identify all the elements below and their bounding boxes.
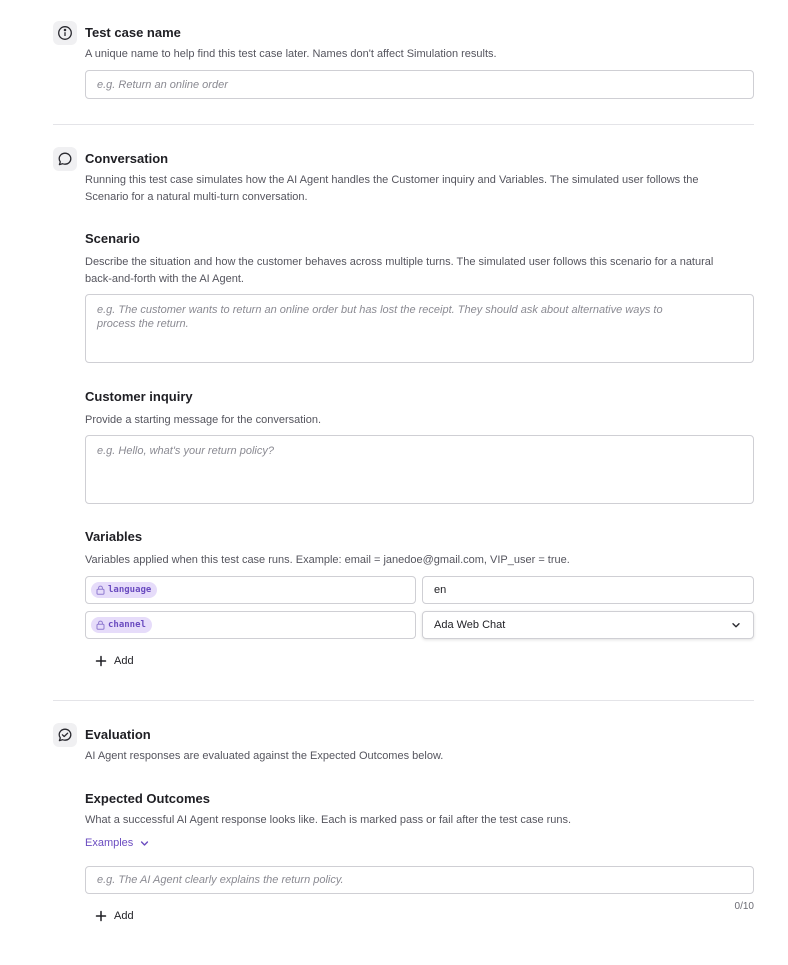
test-case-name-title: Test case name	[85, 25, 181, 40]
plus-icon	[95, 655, 107, 667]
test-case-name-description: A unique name to help find this test case later. Names don't affect Simulation results.	[85, 48, 497, 60]
customer-inquiry-description: Provide a starting message for the conversation.	[85, 414, 322, 426]
expected-outcomes-description: What a successful AI Agent response looks like. Each is marked pass or fail after the test case runs.	[85, 814, 572, 826]
evaluation-description: AI Agent responses are evaluated against the Expected Outcomes below.	[85, 750, 444, 762]
section-divider	[53, 700, 754, 701]
chevron-down-icon	[139, 838, 150, 849]
add-variable-button[interactable]: Add	[95, 652, 134, 670]
variables-description: Variables applied when this test case runs. Example: email = janedoe@gmail.com, VIP_user = true.	[85, 554, 570, 566]
variables-title: Variables	[85, 529, 143, 544]
outcomes-counter: 0/10	[734, 901, 754, 912]
add-expected-outcome-button[interactable]: Add	[95, 907, 134, 925]
variable-value-select-channel[interactable]: Ada Web Chat	[422, 611, 754, 639]
expected-outcome-placeholder: e.g. The AI Agent clearly explains the return policy.	[97, 874, 344, 886]
customer-inquiry-placeholder: e.g. Hello, what's your return policy?	[97, 445, 274, 457]
info-icon	[53, 21, 77, 45]
customer-inquiry-textarea[interactable]	[85, 435, 754, 504]
conversation-title: Conversation	[85, 151, 169, 166]
conversation-description: Running this test case simulates how the AI Agent handles the Customer inquiry and Variables. The simulated user follows the Scenario for a natural multi-turn conversation.	[85, 174, 699, 203]
variable-key-field	[85, 611, 416, 639]
section-divider	[53, 124, 754, 125]
test-case-name-placeholder: e.g. Return an online order	[97, 78, 228, 91]
scenario-placeholder: e.g. The customer wants to return an online order but has lost the receipt. They should ask about alternative ways to process the return.	[97, 304, 663, 330]
evaluation-title: Evaluation	[85, 727, 151, 742]
chat-bubble-icon	[53, 147, 77, 171]
variable-key-field	[85, 576, 416, 604]
plus-icon	[95, 910, 107, 922]
expected-outcomes-title: Expected Outcomes	[85, 791, 210, 806]
variable-value-input-language[interactable]: en	[422, 576, 754, 604]
expected-outcome-input[interactable]	[85, 866, 754, 894]
variable-chip-language: language	[91, 582, 157, 598]
check-circle-icon	[53, 723, 77, 747]
scenario-description: Describe the situation and how the customer behaves across multiple turns. The simulated user follows this scenario for a natural back-and-forth with the AI Agent.	[85, 256, 714, 285]
scenario-title: Scenario	[85, 231, 140, 246]
scenario-textarea[interactable]	[85, 294, 754, 363]
lock-icon	[96, 620, 105, 630]
chevron-down-icon	[730, 619, 742, 631]
lock-icon	[96, 585, 105, 595]
test-case-name-input[interactable]	[85, 70, 754, 99]
examples-toggle[interactable]: Examples	[85, 837, 150, 849]
customer-inquiry-title: Customer inquiry	[85, 389, 193, 404]
variable-chip-channel: channel	[91, 617, 152, 633]
